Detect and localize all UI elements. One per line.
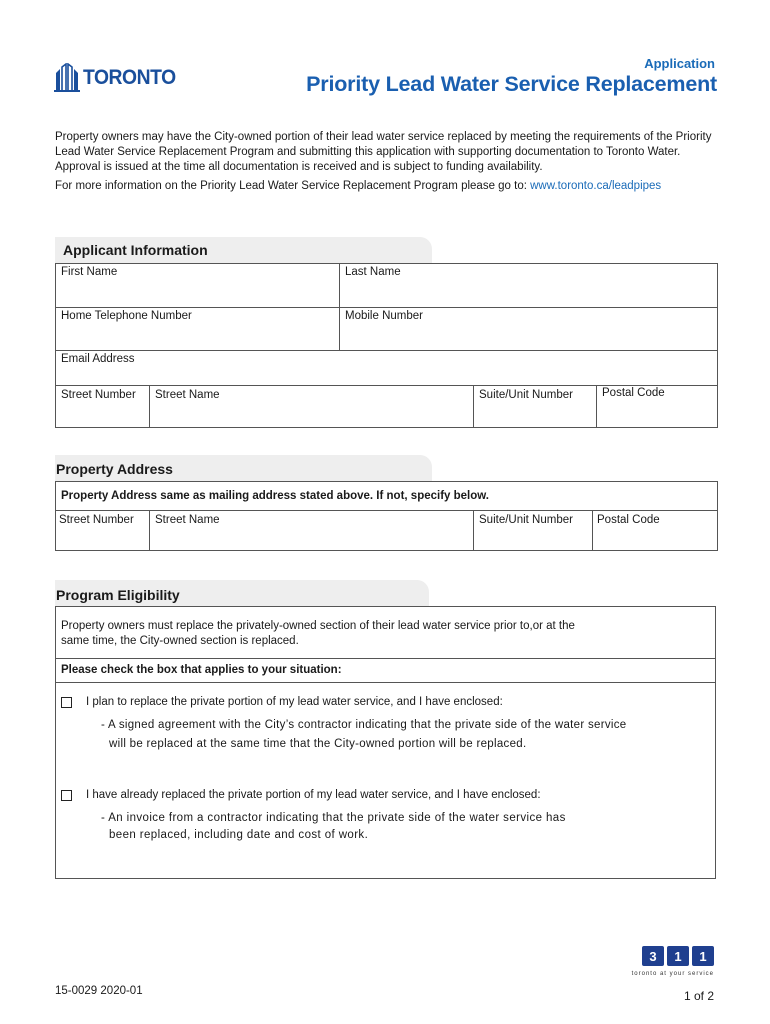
311-tagline: toronto at your service [631,971,714,977]
property-same-address-note: Property Address same as mailing address stated above. If not, specify below. [61,490,489,502]
option-2-detail-line-2: been replaced, including date and cost of work. [109,829,369,841]
option-2-detail-line-1: - An invoice from a contractor indicating that the private side of the water service has [101,812,566,824]
applicant-postal-label: Postal Code [602,387,665,399]
311-digit-3: 1 [692,946,714,966]
option-1-checkbox[interactable] [61,697,72,708]
property-postal-field[interactable] [593,529,717,550]
applicant-suite-label: Suite/Unit Number [479,389,573,401]
page-number: 1 of 2 [683,989,714,1003]
applicant-section-title: Applicant Information [63,242,208,258]
email-field[interactable] [160,352,716,383]
applicant-street-name-label: Street Name [155,389,220,401]
last-name-label: Last Name [345,266,401,278]
option-1-label: I plan to replace the private portion of my lead water service, and I have enclosed: [86,696,503,708]
property-street-number-label: Street Number [59,514,134,526]
page-title: Priority Lead Water Service Replacement [306,72,717,96]
applicant-street-number-field[interactable] [56,405,148,427]
intro-paragraph: Property owners may have the City-owned portion of their lead water service replaced by meeting the requirements of the Priority Lead Water Service Replacement Program and submitting this application with supporting documentation to Toronto Water. Approval is issued at the time all documentation is received and is subject to funding availability. [55,131,712,173]
option-2-checkbox[interactable] [61,790,72,801]
toronto-logo [54,62,184,94]
applicant-postal-field[interactable] [597,405,717,427]
home-phone-field[interactable] [56,326,338,349]
mobile-field[interactable] [340,326,717,349]
applicant-suite-field[interactable] [474,405,595,427]
property-street-number-field[interactable] [56,529,148,550]
application-label: Application [644,56,715,71]
property-street-name-label: Street Name [155,514,220,526]
applicant-street-name-field[interactable] [150,405,472,427]
home-phone-label: Home Telephone Number [61,310,192,322]
property-suite-label: Suite/Unit Number [479,514,573,526]
requirement-line-2: same time, the City-owned section is replaced. [61,635,299,647]
first-name-field[interactable] [56,282,338,306]
option-1-detail-line-1: - A signed agreement with the City’s contractor indicating that the private side of the water service [101,719,627,731]
option-2-label: I have already replaced the private portion of my lead water service, and I have enclosed: [86,789,541,801]
property-postal-label: Postal Code [597,514,660,526]
more-info-text: For more information on the Priority Lead Water Service Replacement Program please go to: [55,180,531,192]
leadpipes-link[interactable]: www.toronto.ca/leadpipes [530,180,662,192]
requirement-line-1: Property owners must replace the privately-owned section of their lead water service prior to,or at the [61,620,575,632]
311-digit-2: 1 [667,946,689,966]
property-suite-field[interactable] [474,529,591,550]
form-code: 15-0029 2020-01 [55,985,143,997]
311-digit-1: 3 [642,946,664,966]
property-street-name-field[interactable] [150,529,472,550]
logo-wordmark: TORONTO [83,66,176,89]
eligibility-section-title: Program Eligibility [56,587,180,603]
email-label: Email Address [61,353,135,365]
check-instruction: Please check the box that applies to your situation: [61,664,342,676]
first-name-label: First Name [61,266,118,278]
option-1-detail-line-2: will be replaced at the same time that the City-owned portion will be replaced. [109,738,527,750]
applicant-street-number-label: Street Number [61,389,136,401]
last-name-field[interactable] [340,282,717,306]
more-info-line [55,180,661,192]
property-section-title: Property Address [56,461,173,477]
city-hall-icon [54,63,80,93]
311-logo [642,946,714,966]
mobile-label: Mobile Number [345,310,423,322]
